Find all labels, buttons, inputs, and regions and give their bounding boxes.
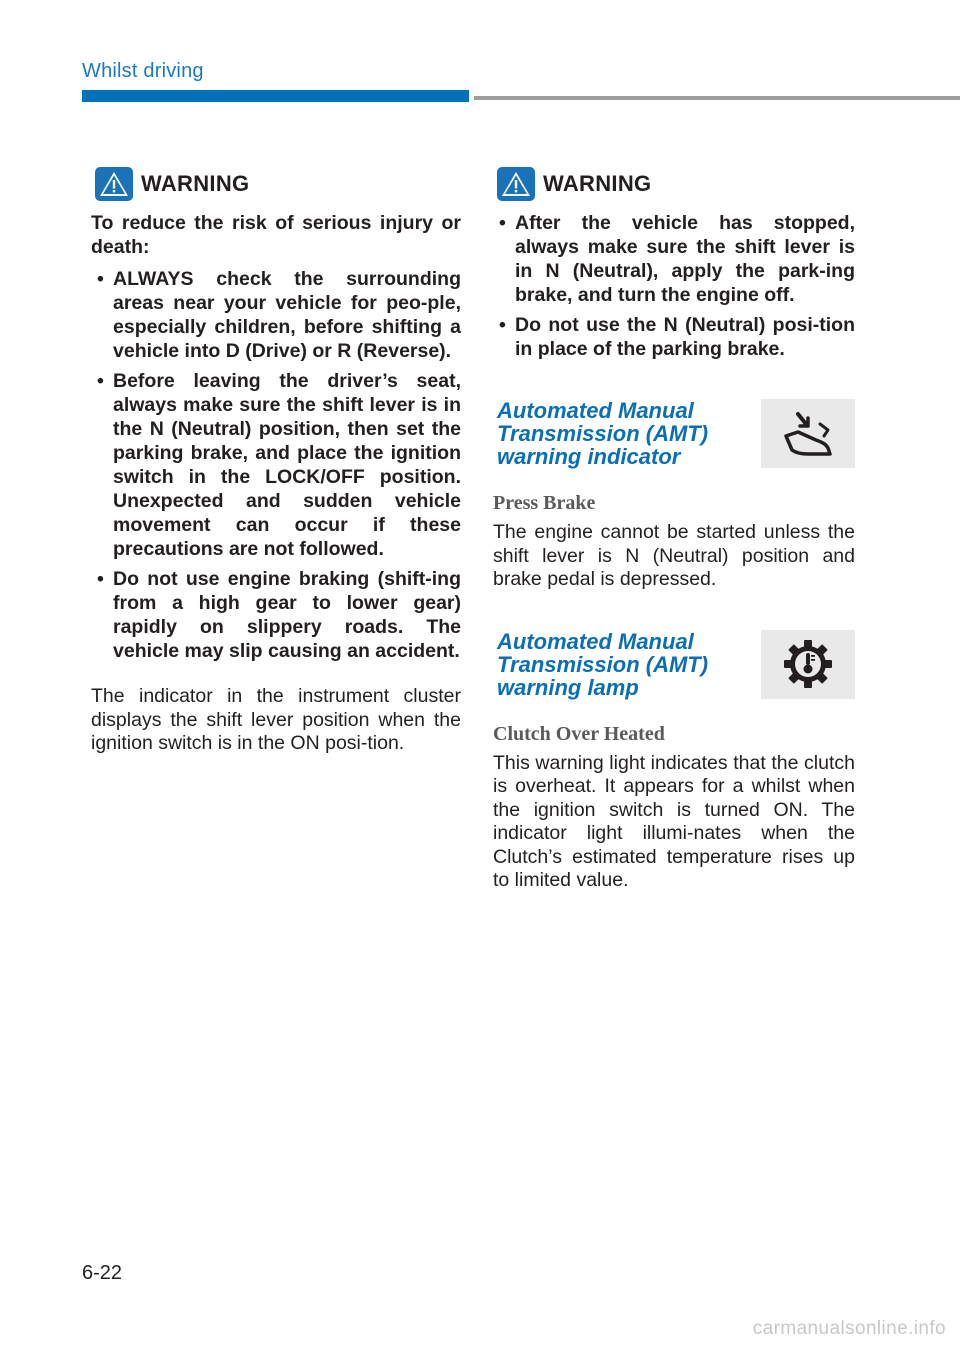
- amt-indicator-title: Automated Manual Transmission (AMT) warning indicator: [497, 398, 709, 469]
- warning-list: [493, 211, 855, 361]
- warning-bullet: • ALWAYS check the surrounding areas near your vehicle for peo-ple, especially children, before shifting a vehicle into D (Drive) or R (Reverse).: [91, 267, 461, 363]
- amt-clutch-temperature-icon: [761, 630, 855, 699]
- warning-bullet: • Before leaving the driver’s seat, always make sure the shift lever is in the N (Neutral) position, then set the parking brake, and place the ignition switch in the LOCK/OFF position. Unexpected and sudden vehicle movement can occur if these precautions are not followed.: [91, 369, 461, 561]
- amt-lamp-block: [493, 630, 855, 699]
- amt-lamp-title: Automated Manual Transmission (AMT) warning lamp: [497, 628, 709, 700]
- header-rule-gray: [474, 96, 960, 100]
- page-number: 6-22: [82, 1262, 123, 1284]
- warning-title: WARNING: [141, 171, 250, 196]
- left-column: [91, 165, 461, 756]
- warning-header: [493, 165, 855, 203]
- warning-bullet: • Do not use engine braking (shift-ing from a high gear to lower gear) rapidly on slippery roads. The vehicle may slip causing an accident.: [91, 567, 461, 663]
- warning-header: [91, 165, 461, 203]
- header-rule-blue: [82, 90, 469, 102]
- indicator-description: The indicator in the instrument cluster displays the shift lever position when the ignition switch is in the ON posi-tion.: [91, 685, 461, 754]
- warning-triangle-icon: [95, 167, 133, 201]
- watermark: carmanualsonline.info: [752, 1318, 946, 1339]
- right-column: [493, 165, 855, 893]
- press-brake-description: The engine cannot be started unless the shift lever is N (Neutral) position and brake pedal is depressed.: [493, 521, 855, 590]
- amt-indicator-block: [493, 399, 855, 468]
- warning-bullet: • After the vehicle has stopped, always make sure the shift lever is in N (Neutral), apply the park-ing brake, and turn the engine off.: [493, 211, 855, 307]
- amt-press-brake-icon: [761, 399, 855, 468]
- warning-triangle-icon: [497, 167, 535, 201]
- section-title: Whilst driving: [82, 60, 204, 82]
- warning-title: WARNING: [543, 171, 652, 196]
- warning-bullet: • Do not use the N (Neutral) posi-tion in place of the parking brake.: [493, 313, 855, 361]
- clutch-over-heated-label: Clutch Over Heated: [493, 722, 665, 745]
- clutch-over-heated-description: This warning light indicates that the clutch is overheat. It appears for a whilst when the ignition switch is turned ON. The indicator light illumi-nates when the Clutch’s estimated temperature rises up to limited value.: [493, 751, 855, 891]
- warning-list: [91, 267, 461, 663]
- press-brake-label: Press Brake: [493, 492, 596, 514]
- warning-intro: To reduce the risk of serious injury or death:: [91, 212, 461, 258]
